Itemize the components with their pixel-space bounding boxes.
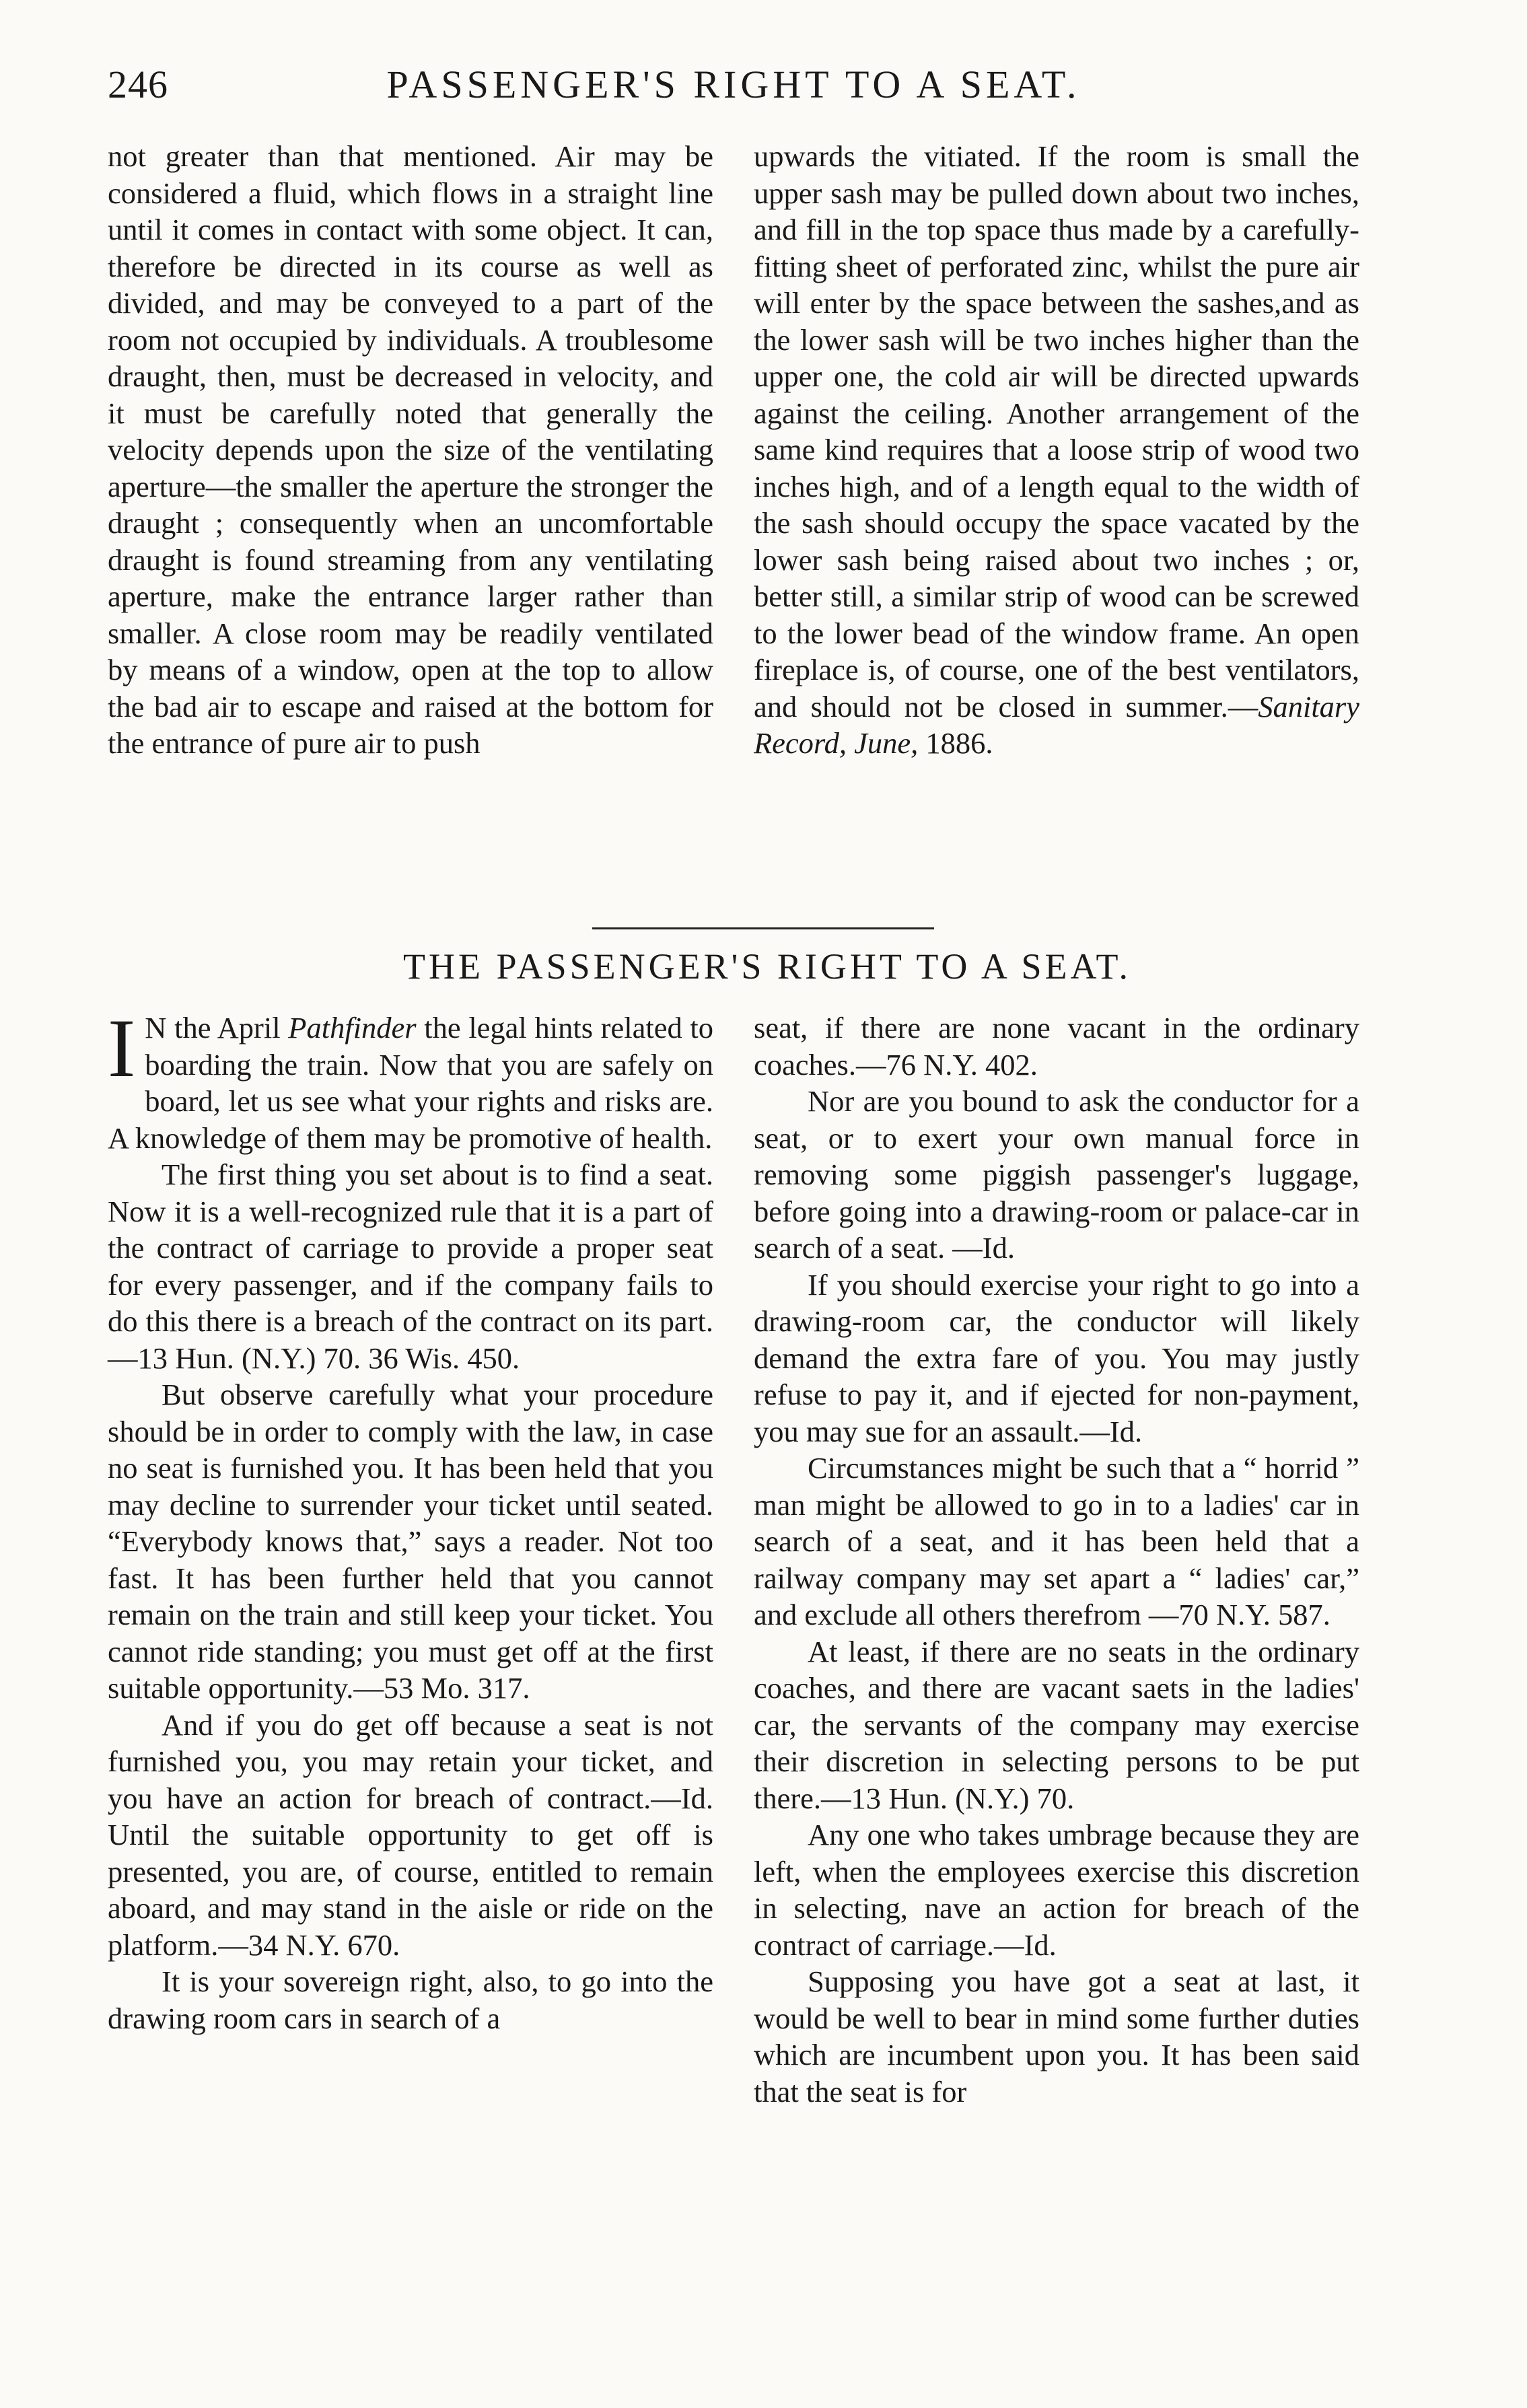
running-head: PASSENGER'S RIGHT TO A SEAT. — [386, 63, 1081, 106]
article-right-column — [754, 1010, 1359, 2110]
paragraph: seat, if there are none vacant in the ordinary coaches.—76 N.Y. 402. — [754, 1011, 1359, 1082]
previous-article-right-column — [754, 138, 1359, 762]
paragraph — [108, 1002, 713, 1156]
paragraph: It is your sovereign right, also, to go into the drawing room cars in search of a — [108, 1964, 713, 2035]
source-citation: Sanitary Record, June, — [754, 689, 1359, 760]
paragraph: Any one who takes umbrage because they are left, when the employees exercise this discretion in selecting, nave an action for breach of the contract of carriage.—Id. — [754, 1818, 1359, 1962]
section-divider — [592, 927, 934, 929]
paragraph: If you should exercise your right to go into a drawing-room car, the conductor will likely demand the extra fare of you. You may justly refuse to pay it, and if ejected for non-payment, you may sue for an assault.—Id. — [754, 1267, 1359, 1448]
drop-cap: I — [108, 1002, 136, 1094]
article-left-column — [108, 1002, 713, 2037]
paragraph: not greater than that mentioned. Air may be considered a fluid, which flows in a straight line until it comes in contact with some object. It can, therefore be directed in its course as well as divided, and may be conveyed to a part of the room not occupied by individuals. A troublesome draught, then, must be decreased in velocity, and it must be carefully noted that generally the velocity depends upon the size of the ventilating aperture—the smaller the aperture the stronger the draught ; consequently when an uncomfortable draught is found streaming from any ventilating aperture, make the entrance larger rather than smaller. A close room may be readily ventilated by means of a window, open at the top to allow the bad air to escape and raised at the bottom for the entrance of pure air to push — [108, 139, 713, 760]
paragraph: The first thing you set about is to find a seat. Now it is a well-recognized rule that it is a part of the contract of carriage to provide a proper seat for every passenger, and if the company fails to do this there is a breach of the contract on its part.—13 Hun. (N.Y.) 70. 36 Wis. 450. — [108, 1158, 713, 1375]
page-header — [108, 62, 1359, 116]
paragraph: Nor are you bound to ask the conductor for a seat, or to exert your own manual force in removing some piggish passenger's luggage, before going into a drawing-room or palace-car in search of a seat. —Id. — [754, 1084, 1359, 1265]
source-year: 1886. — [918, 726, 993, 760]
paragraph: At least, if there are no seats in the ordinary coaches, and there are vacant saets in the ladies' car, the servants of the company may exercise their discretion in selecting persons to be put there.—13 Hun. (N.Y.) 70. — [754, 1634, 1359, 1815]
paragraph: Circumstances might be such that a “ horrid ” man might be allowed to go in to a ladies' car in search of a seat, and it has been held that a railway company may set apart a “ ladies' car,” and exclude all others therefrom —70 N.Y. 587. — [754, 1451, 1359, 1631]
article-title: THE PASSENGER'S RIGHT TO A SEAT. — [403, 946, 1131, 987]
publication-name: Pathfinder — [288, 1011, 417, 1044]
paragraph: And if you do get off because a seat is not furnished you, you may retain your ticket, and you have an action for breach of contract.—Id. Until the suitable opportunity to get off is presented, you are, of course, entitled to remain aboard, and may stand in the aisle or ride on the platform.—34 N.Y. 670. — [108, 1707, 713, 1962]
previous-article-left-column — [108, 138, 713, 762]
page-number: 246 — [108, 63, 168, 106]
paragraph-text: the legal hints related to boarding the train. Now that you are safely on board, let us see what your rights and risks are. A knowledge of them may be promotive of health. — [108, 1011, 713, 1155]
paragraph — [754, 138, 1359, 762]
paragraph: Supposing you have got a seat at last, it would be well to bear in mind some further duties which are incumbent upon you. It has been said that the seat is for — [754, 1964, 1359, 2109]
paragraph-text: upwards the vitiated. If the room is small the upper sash may be pulled down about two inches, and fill in the top space thus made by a carefully-fitting sheet of perforated zinc, whilst the pure air will enter by the space between the sashes,and as the lower sash will be two inches higher than the upper one, the cold air will be directed upwards against the ceiling. Another arrangement of the same kind requires that a loose strip of wood two inches high, and of a length equal to the width of the sash should occupy the space vacated by the lower sash being raised about two inches ; or, better still, a similar strip of wood can be screwed to the lower bead of the window frame. An open fireplace is, of course, one of the best ventilators, and should not be closed in summer.— — [754, 139, 1359, 723]
paragraph-text: N the April — [145, 1011, 289, 1044]
paragraph: But observe carefully what your procedure should be in order to comply with the law, in case no seat is furnished you. It has been held that you may decline to surrender your ticket until seated. “Everybody knows that,” says a reader. Not too fast. It has been further held that you cannot remain on the train and still keep your ticket. You cannot ride standing; you must get off at the first suitable opportunity.—53 Mo. 317. — [108, 1378, 713, 1705]
